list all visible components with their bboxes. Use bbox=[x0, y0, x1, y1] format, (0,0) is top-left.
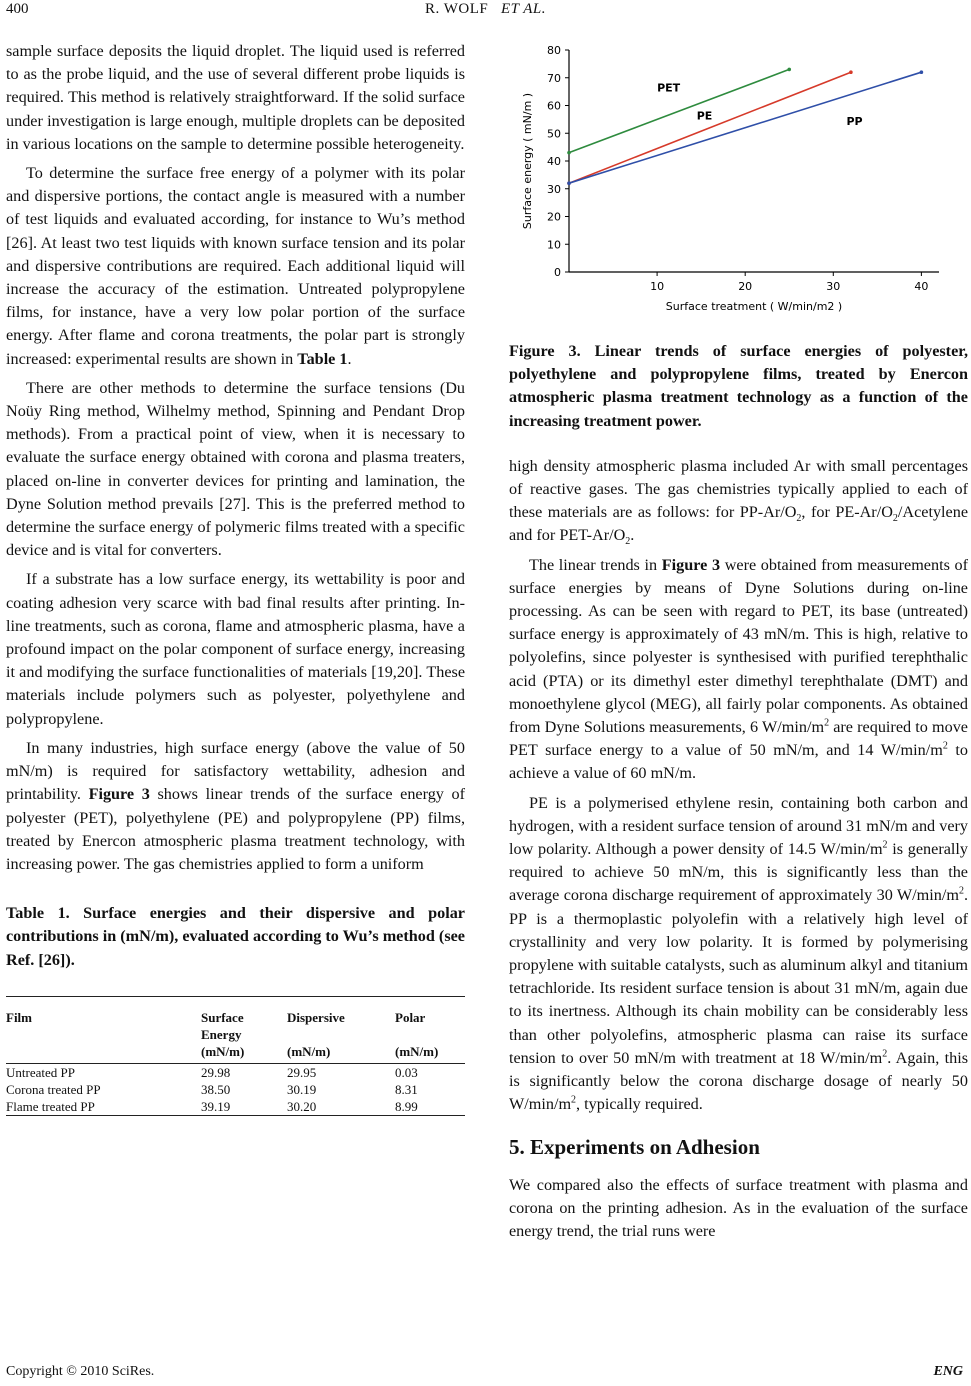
y-tick-label: 60 bbox=[547, 99, 561, 113]
col-header-surface: Surface Energy (mN/m) bbox=[201, 1009, 245, 1059]
copyright: Copyright © 2010 SciRes. bbox=[6, 1364, 155, 1379]
left-paragraph-2: To determine the surface free energy of a polymer with its polar and dispersive portions, the contact angle is measured with a number of test liquids and evaluated according, for instance to Wu’s method [26]. At least two test liquids with known surface tension and its polar and dispersive contributions are required. Each additional liquid will increase the accuracy of the estimation. Untreated polypropylene films, for instance, have a very low polar portion of the surface energy. After flame and corona treatments, the polar part is strongly increased: experimental results are shown in Table 1. bbox=[6, 164, 465, 368]
series-point-pe bbox=[849, 70, 853, 74]
series-point-pet bbox=[567, 151, 571, 155]
et-al: ET AL. bbox=[501, 1, 546, 17]
figure-3-link[interactable]: Figure 3 bbox=[661, 555, 721, 574]
series-point-pet bbox=[787, 68, 791, 72]
left-paragraph-5: In many industries, high surface energy (above the value of 50 mN/m) is required for satisfactory wettability, adhesion and printability. Figure 3 shows linear trends of the surface energy of polyester (PET), polyethylene (PE) and polypropylene (PP) films, treated by Enercon atmospheric plasma treatment technology, with increasing power. The gas chemistries applied to form a uniform bbox=[6, 738, 466, 873]
series-line-pp bbox=[569, 72, 921, 183]
left-paragraph-1: sample surface deposits the liquid droplet. The liquid used is referred to as the probe liquid, and the use of several different probe liquids is required. This method is relatively straightforward. If the solid surface under investigation is large enough, multiple droplets can be deposited in various locations on the sample to determine possible heterogeneity. bbox=[6, 42, 465, 153]
table-row: Flame treated PP 39.19 30.20 8.99 bbox=[6, 1098, 465, 1116]
figure-3-chart bbox=[509, 40, 968, 330]
series-point-pp bbox=[920, 70, 924, 74]
y-tick-label: 20 bbox=[547, 210, 561, 224]
journal-abbrev: ENG bbox=[933, 1364, 963, 1379]
y-axis-label: Surface energy ( mN/m ) bbox=[521, 92, 534, 230]
table-caption: Table 1. Surface energies and their dispersive and polar contributions in (mN/m), evaluated according to Wu’s method (see Ref. [26]). bbox=[6, 904, 465, 969]
y-tick-label: 80 bbox=[547, 44, 561, 57]
y-tick-label: 10 bbox=[547, 238, 561, 252]
series-point-pp bbox=[567, 181, 571, 185]
series-label-pe: PE bbox=[696, 109, 713, 123]
table-1-link[interactable]: Table 1 bbox=[297, 349, 348, 368]
series-label-pp: PP bbox=[846, 114, 863, 128]
table-row: Untreated PP 29.98 29.95 0.03 bbox=[6, 1064, 418, 1080]
series-line-pe bbox=[569, 72, 851, 183]
left-paragraph-3: There are other methods to determine the surface tensions (Du Noüy Ring method, Wilhelmy method, Spinning and Pendant Drop methods). From a practical point of view, when it is necessary to evaluate the surface energy obtained with corona and plasma treaters, placed on-line in converter devices for printing and lamination, the Dyne Solution method prevails [27]. This is the preferred method to determine the surface energy of polymeric films treated with a specific device and is vital for converters. bbox=[6, 378, 465, 560]
left-column bbox=[6, 40, 465, 1116]
figure-3-link[interactable]: Figure 3 bbox=[88, 785, 150, 804]
col-header-film: Film bbox=[6, 1009, 32, 1025]
right-paragraph-2: The linear trends in Figure 3 were obtained from measurements of surface energies by means of Dyne Solutions during on-line processing. As can be seen with regard to PET, its base (untreated) surface energy is approximately of 43 mN/m. This is high, relative to polyolefins, since polyester is synthesised with purified terephthalic acid (PTA) or its dimethyl ester dimethyl terephthalate (DMT) and monoethylene glycol (MEG), all fairly polar components. As obtained from Dyne Solutions measurements, 6 $W/\min/m^2$ are required to move PET surface energy to a value of 50 mN/m, and 14 $W/\min/m^2$ to achieve a value of 60 mN/m. bbox=[509, 555, 969, 783]
right-paragraph-4: We compared also the effects of surface treatment with plasma and corona on the printing adhesion. As in the evaluation of the surface energy trend, the trial runs were bbox=[509, 1175, 968, 1240]
figure-caption: Figure 3. Linear trends of surface energies of polyester, polyethylene and polypropylene films, treated by Enercon atmospheric plasma treatment technology as a function of the increasing treatment power. bbox=[509, 342, 968, 430]
col-header-polar: Polar (mN/m) bbox=[395, 1009, 439, 1059]
x-tick-label: 40 bbox=[914, 280, 929, 293]
x-tick-label: 10 bbox=[650, 280, 665, 293]
y-tick-label: 30 bbox=[547, 182, 561, 196]
y-tick-label: 50 bbox=[547, 127, 561, 141]
series-label-pet: PET bbox=[657, 81, 681, 95]
figure-3 bbox=[509, 40, 968, 340]
page-number: 400 bbox=[6, 1, 29, 17]
table-row: Corona treated PP 38.50 30.19 8.31 bbox=[6, 1081, 418, 1097]
x-axis-label: Surface treatment ( W/min/m2 ) bbox=[665, 300, 843, 313]
running-head bbox=[0, 1, 971, 18]
y-tick-label: 40 bbox=[547, 155, 561, 168]
y-tick-label: 0 bbox=[554, 266, 561, 279]
left-paragraph-4: If a substrate has a low surface energy, its wettability is poor and coating adhesion very scarce with bad final results after printing. In-line treatments, such as corona, flame and atmospheric plasma, have a profound impact on the polar component of surface energy, increasing it and modifying the surface functionalities of materials [19,20]. These materials include polymers such as polyester, polyethylene and polypropylene. bbox=[6, 570, 465, 728]
right-paragraph-3: PE is a polymerised ethylene resin, containing both carbon and hydrogen, with a resident surface tension of around 31 mN/m and very low polarity. Although a power density of 14.5 $W/\min/m^2$ is generally required to achieve 50 mN/m, this is significantly less than the average corona discharge requirement of approximately 30 $W/\min/m^2$. PP is a thermoplastic polyolefin with a relatively high level of crystallinity and very low polarity. It is formed by polymerising propylene with suitable catalysts, such as aluminum alkyl and titanium tetrachloride. Its resident surface tension is about 31 mN/m, again due to its inertness. Although its chain mobility can be considerably less than other polyolefins, atmospheric plasma can raise its surface tension to over 50 mN/m with treatment at 18 $W/\min/m^2$. Again, this is significantly below the corona discharge dosage of nearly 50 $W/\min/m^2$, typically required. bbox=[509, 793, 968, 1114]
x-tick-label: 20 bbox=[738, 280, 753, 293]
right-column bbox=[509, 40, 968, 1243]
col-header-dispersive: Dispersive (mN/m) bbox=[287, 1009, 345, 1059]
section-title: 5. Experiments on Adhesion bbox=[509, 1134, 760, 1159]
table-1 bbox=[6, 996, 465, 1116]
right-paragraph-1: high density atmospheric plasma included Ar with small percentages of reactive gases. The gas chemistries typically applied to each of these materials are as follows: for $PP-Ar/O_2$, for $PE-Ar/O_2$/Acetylene and for PET-$Ar/O_2$. bbox=[509, 456, 968, 548]
x-tick-label: 30 bbox=[826, 280, 841, 293]
author-name: R. WOLF bbox=[425, 1, 489, 17]
y-tick-label: 70 bbox=[547, 71, 561, 85]
